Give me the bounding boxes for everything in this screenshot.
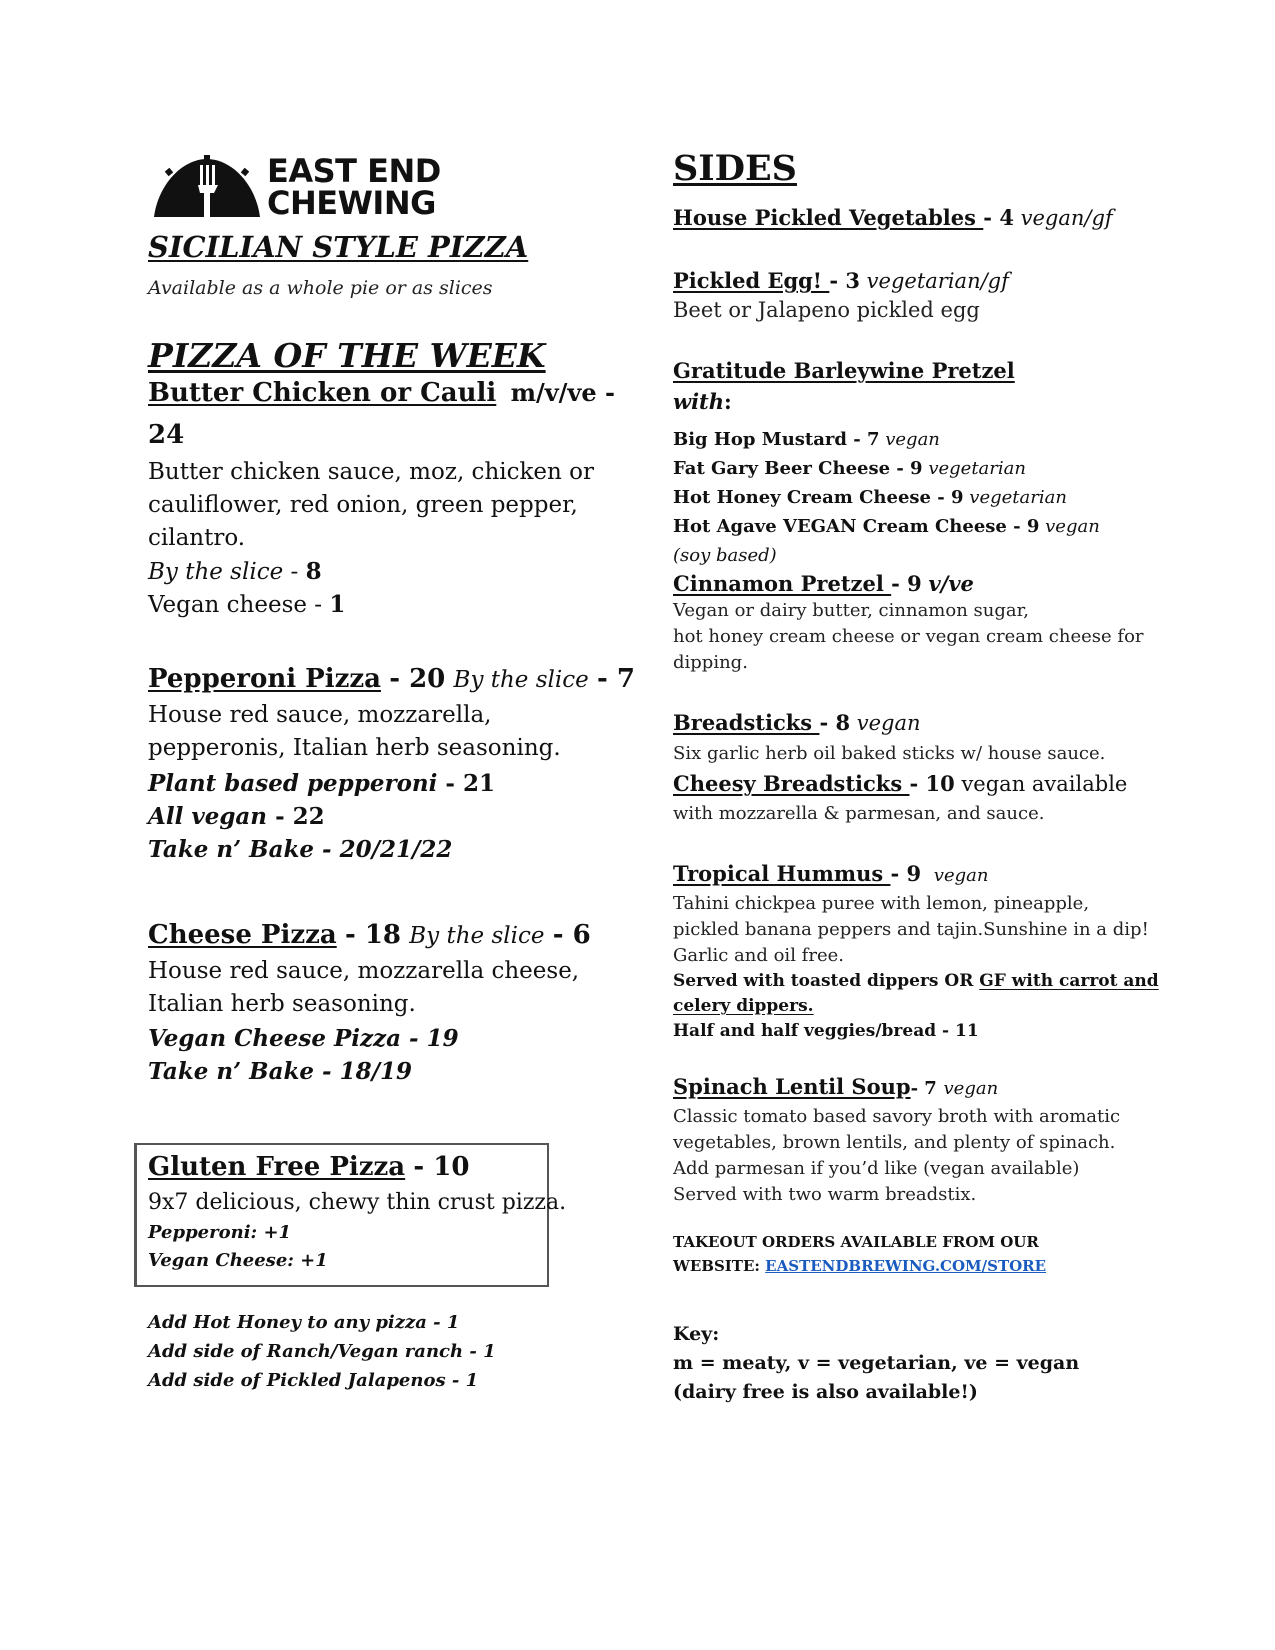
gf-desc: 9x7 delicious, chewy thin crust pizza.	[148, 1190, 567, 1215]
addon-item: Add side of Ranch/Vegan ranch - 1	[148, 1341, 496, 1362]
pretzel-option: Hot Honey Cream Cheese - 9 vegetarian	[673, 487, 1067, 508]
pretzel-option: Big Hop Mustard - 7 vegan	[673, 429, 940, 450]
addons-list	[148, 1308, 496, 1395]
potw-slice: By the slice - 8	[148, 558, 322, 585]
breadsticks-item: Breadsticks - 8 vegan	[673, 710, 921, 735]
pickled-egg-item: Pickled Egg! - 3 vegetarian/gf	[673, 268, 1009, 293]
page-title: SICILIAN STYLE PIZZA	[148, 230, 529, 264]
breadsticks-desc: Six garlic herb oil baked sticks w/ house sauce.	[673, 743, 1106, 764]
cinnamon-desc: Vegan or dairy butter, cinnamon sugar, hot honey cream cheese or vegan cream cheese for dipping.	[673, 600, 1144, 673]
brand-logo	[152, 152, 482, 222]
cheesy-breadsticks-desc: with mozzarella & parmesan, and sauce.	[673, 803, 1045, 824]
brand-wordmark: EAST END CHEWING	[267, 152, 441, 222]
cheese-opt-takebake: Take n’ Bake - 18/19	[148, 1058, 413, 1085]
gf-name: Gluten Free Pizza	[148, 1152, 406, 1182]
pickled-egg-desc: Beet or Jalapeno pickled egg	[673, 298, 980, 322]
pickled-veg-item: House Pickled Vegetables - 4 vegan/gf	[673, 205, 1113, 230]
hummus-item: Tropical Hummus - 9 vegan	[673, 861, 989, 886]
potw-heading: PIZZA OF THE WEEK	[148, 336, 546, 375]
store-link[interactable]: EASTENDBREWING.COM/STORE	[765, 1257, 1047, 1275]
gf-opt-pepperoni: Pepperoni: +1	[148, 1222, 292, 1243]
potw-name: Butter Chicken or Cauli	[148, 378, 497, 408]
pepperoni-name: Pepperoni Pizza	[148, 664, 381, 694]
soup-item: Spinach Lentil Soup- 7 vegan	[673, 1074, 999, 1099]
pretzel-soy-note: (soy based)	[673, 545, 777, 566]
cheese-item: Cheese Pizza - 18 By the slice - 6	[148, 920, 591, 950]
fork-logo-icon	[152, 155, 262, 221]
pepperoni-desc: House red sauce, mozzarella, pepperonis, Italian herb seasoning.	[148, 702, 561, 761]
pretzel-options	[673, 425, 1100, 570]
pretzel-with: with:	[673, 389, 732, 414]
pepperoni-opt-vegan: All vegan - 22	[148, 803, 325, 830]
hummus-desc: Tahini chickpea puree with lemon, pineapple, pickled banana peppers and tajin.Sunshine in a dip! Garlic and oil free.	[673, 893, 1149, 966]
soup-desc: Classic tomato based savory broth with aromatic vegetables, brown lentils, and plenty of spinach. Add parmesan if you’d like (vegan available) Served with two warm breadstix.	[673, 1106, 1121, 1205]
gf-item: Gluten Free Pizza - 10	[148, 1152, 470, 1182]
hummus-half-half: Half and half veggies/bread - 11	[673, 1021, 979, 1041]
potw-item	[148, 376, 615, 410]
cheese-opt-vegan: Vegan Cheese Pizza - 19	[148, 1025, 459, 1052]
addon-item: Add Hot Honey to any pizza - 1	[148, 1312, 460, 1333]
key-legend: Key: m = meaty, v = vegetarian, ve = vegan (dairy free is also available!)	[673, 1323, 1080, 1403]
cheese-name: Cheese Pizza	[148, 920, 337, 950]
sides-heading: SIDES	[673, 148, 797, 189]
pepperoni-opt-takebake: Take n’ Bake - 20/21/22	[148, 836, 453, 863]
pretzel-option: Fat Gary Beer Cheese - 9 vegetarian	[673, 458, 1026, 479]
addon-item: Add side of Pickled Jalapenos - 1	[148, 1370, 479, 1391]
pepperoni-opt-plant: Plant based pepperoni - 21	[148, 770, 495, 797]
cinnamon-item: Cinnamon Pretzel - 9 v/ve	[673, 571, 974, 596]
cheese-desc: House red sauce, mozzarella cheese, Italian herb seasoning.	[148, 958, 580, 1017]
takeout-note: TAKEOUT ORDERS AVAILABLE FROM OUR WEBSITE: EASTENDBREWING.COM/STORE	[673, 1233, 1047, 1275]
hummus-served: Served with toasted dippers OR GF with carrot and celery dippers. Half and half veggies/bread - 11	[673, 969, 1159, 1044]
pepperoni-item: Pepperoni Pizza - 20 By the slice - 7	[148, 664, 635, 694]
pretzel-name: Gratitude Barleywine Pretzel	[673, 358, 1015, 383]
potw-price: 24	[148, 420, 185, 450]
cheesy-breadsticks-item: Cheesy Breadsticks - 10 vegan available	[673, 771, 1128, 796]
potw-vegan: Vegan cheese - 1	[148, 591, 346, 618]
page-subtitle: Available as a whole pie or as slices	[148, 277, 493, 299]
gf-opt-vegan: Vegan Cheese: +1	[148, 1250, 328, 1271]
potw-desc: Butter chicken sauce, moz, chicken or cauliflower, red onion, green pepper, cilantro.	[148, 459, 595, 551]
potw-tags: m/v/ve -	[510, 378, 615, 407]
pretzel-option: Hot Agave VEGAN Cream Cheese - 9 vegan	[673, 516, 1100, 537]
